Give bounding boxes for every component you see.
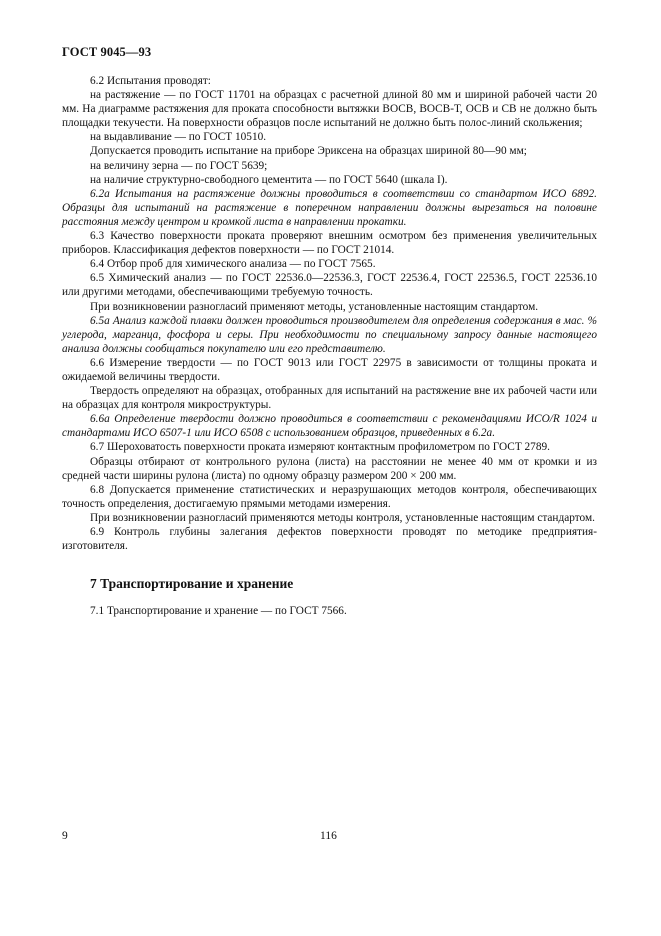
paragraph: 6.8 Допускается применение статистических и неразрушающих методов контроля, обеспечивающих точность определения, достигаемую прямыми методами измерения. xyxy=(62,483,597,510)
paragraph: на величину зерна — по ГОСТ 5639; xyxy=(90,159,268,172)
paragraph: Твердость определяют на образцах, отобранных для испытаний на растяжение вне их рабочей части или на образцах для контроля микроструктуры. xyxy=(62,385,597,412)
section-7-title: 7 Транспортирование и хранение xyxy=(90,576,294,591)
section-7-paragraph: 7.1 Транспортирование и хранение — по ГОСТ 7566. xyxy=(90,605,347,617)
paragraph: 6.9 Контроль глубины залегания дефектов поверхности проводят по методике предприятия-изготовителя. xyxy=(62,526,597,553)
paragraph: 6.5 Химический анализ — по ГОСТ 22536.0—22536.3, ГОСТ 22536.4, ГОСТ 22536.5, ГОСТ 22536.10 или другими методами, обеспечивающими требуемую точность. xyxy=(62,272,597,299)
paragraph: 6.2 Испытания проводят: xyxy=(90,75,211,87)
paragraph: 6.7 Шероховатость поверхности проката измеряют контактным профилометром по ГОСТ 2789. xyxy=(90,441,550,454)
paragraph-italic: 6.5а Анализ каждой плавки должен проводиться производителем для определения содержания в мас. % углерода, марганца, фосфора и серы. При необходимости по специальному запросу данные настоящего анализа должны сообщаться покупателю или его представителю. xyxy=(62,314,597,355)
paragraph: 6.4 Отбор проб для химического анализа — по ГОСТ 7565. xyxy=(90,258,376,271)
paragraph-italic: 6.6а Определение твердости должно проводиться в соответствии с рекомендациями ИСО/R 1024 и стандартами ИСО 6507-1 или ИСО 6508 с использованием образцов, приведенных в 6.2а. xyxy=(62,413,597,440)
footer-left-number: 9 xyxy=(62,830,68,842)
paragraph: Допускается проводить испытание на приборе Эриксена на образцах шириной 80—90 мм; xyxy=(90,145,527,158)
section-6-body xyxy=(62,74,597,553)
paragraph: При возникновении разногласий применяются методы контроля, установленные настоящим стандартом. xyxy=(90,511,595,524)
paragraph: Образцы отбирают от контрольного рулона (листа) на расстоянии не менее 40 мм от кромки и из средней части ширины рулона (листа) по одному образцу размером 200 × 200 мм. xyxy=(62,455,597,482)
page-number: 116 xyxy=(320,830,337,842)
document-code: ГОСТ 9045—93 xyxy=(62,45,152,59)
paragraph: При возникновении разногласий применяют методы, установленные настоящим стандартом. xyxy=(90,300,539,313)
paragraph: на выдавливание — по ГОСТ 10510. xyxy=(90,131,267,144)
paragraph-italic: 6.2а Испытания на растяжение должны проводиться в соответствии со стандартом ИСО 6892. Образцы для испытаний на растяжение в поперечном направлении должны вырезаться на половине расстояния между центром и кромкой листа в направлении прокатки. xyxy=(62,187,597,228)
paragraph: на растяжение — по ГОСТ 11701 на образцах с расчетной длиной 80 мм и шириной рабочей части 20 мм. На диаграмме растяжения для проката способности вытяжки ВОСВ, ВОСВ-Т, ОСВ и СВ не должно быть площадки текучести. На поверхности образцов после испытаний не должно быть полос-линий скольжения; xyxy=(62,89,597,130)
paragraph: 6.3 Качество поверхности проката проверяют внешним осмотром без применения увеличительных приборов. Классификация дефектов поверхности — по ГОСТ 21014. xyxy=(62,230,597,257)
paragraph: на наличие структурно-свободного цементита — по ГОСТ 5640 (шкала I). xyxy=(90,173,448,186)
paragraph: 6.6 Измерение твердости — по ГОСТ 9013 или ГОСТ 22975 в зависимости от толщины проката и ожидаемой величины твердости. xyxy=(62,356,597,383)
